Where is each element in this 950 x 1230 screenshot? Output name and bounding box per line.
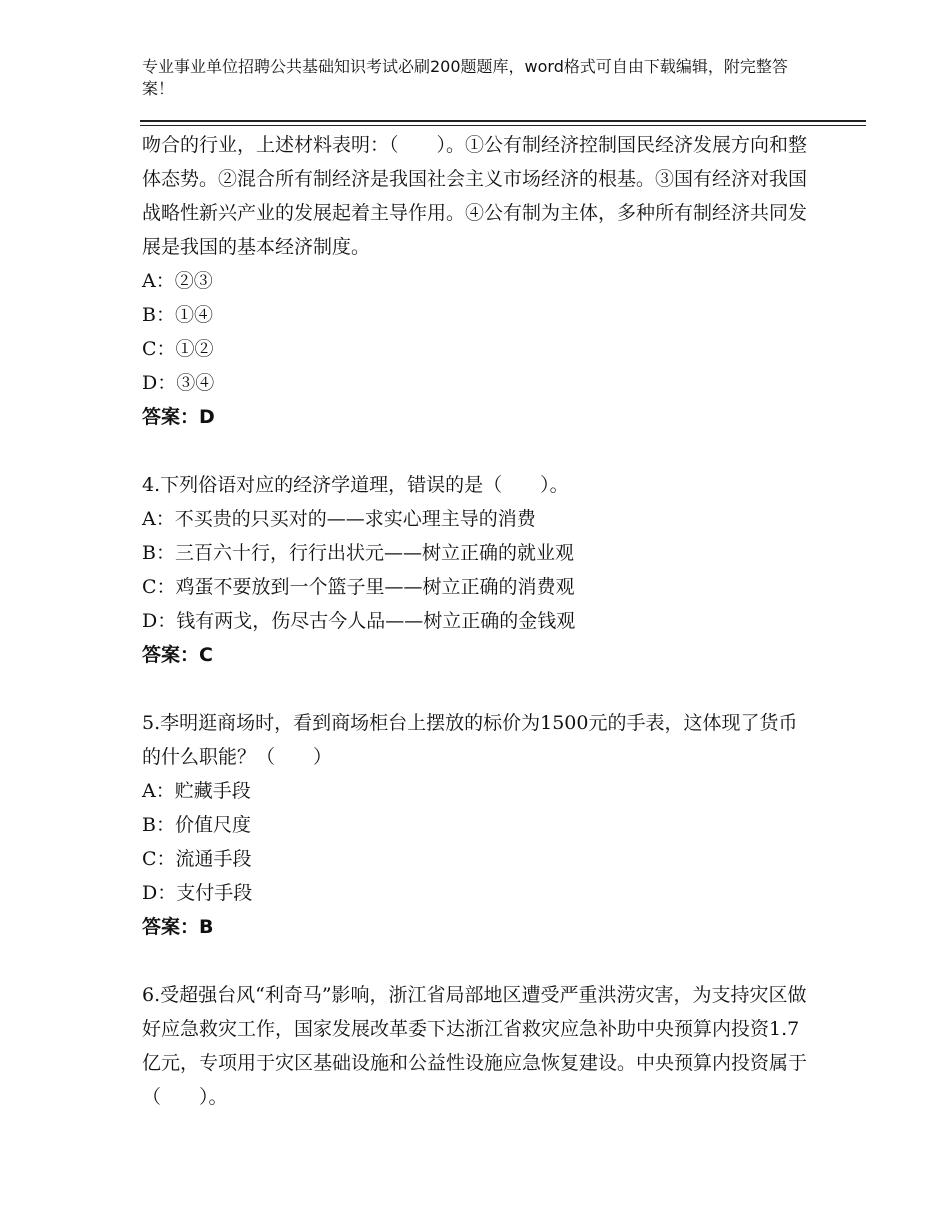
question-stem: 4.下列俗语对应的经济学道理，错误的是（ ）。 — [142, 474, 569, 496]
option-c: C：流通手段 — [142, 848, 252, 870]
option-d: D：钱有两戈，伤尽古今人品——树立正确的金钱观 — [142, 610, 576, 632]
option-b: B：①④ — [142, 304, 213, 326]
option-a: A：贮藏手段 — [142, 780, 251, 802]
answer: 答案：C — [142, 644, 213, 666]
answer: 答案：B — [142, 916, 214, 938]
spacer — [142, 672, 812, 706]
header-rule-thin — [140, 125, 866, 126]
spacer — [142, 944, 812, 978]
question-6 — [142, 978, 812, 1114]
option-c: C：①② — [142, 338, 214, 360]
header-rule-thick — [140, 120, 866, 122]
option-b: B：价值尺度 — [142, 814, 251, 836]
question-5 — [142, 706, 812, 944]
question-list — [142, 128, 812, 1114]
option-d: D：③④ — [142, 372, 215, 394]
question-3 — [142, 128, 812, 434]
answer: 答案：D — [142, 406, 215, 428]
option-b: B：三百六十行，行行出状元——树立正确的就业观 — [142, 542, 574, 564]
spacer — [142, 434, 812, 468]
question-stem: 6.受超强台风“利奇马”影响，浙江省局部地区遭受严重洪涝灾害，为支持灾区做好应急救灾工作，国家发展改革委下达浙江省救灾应急补助中央预算内投资1.7亿元，专项用于灾区基础设施和公益性设施应急恢复建设。中央预算内投资属于（ ）。 — [142, 984, 808, 1108]
option-a: A：不买贵的只买对的——求实心理主导的消费 — [142, 508, 536, 530]
option-a: A：②③ — [142, 270, 213, 292]
option-d: D：支付手段 — [142, 882, 253, 904]
option-c: C：鸡蛋不要放到一个篮子里——树立正确的消费观 — [142, 576, 575, 598]
page-header: 专业事业单位招聘公共基础知识考试必刷200题题库，word格式可自由下载编辑，附完整答案！ — [142, 57, 788, 98]
question-stem: 吻合的行业，上述材料表明：（ ）。①公有制经济控制国民经济发展方向和整体态势。②混合所有制经济是我国社会主义市场经济的根基。③国有经济对我国战略性新兴产业的发展起着主导作用。④公有制为主体，多种所有制经济共同发展是我国的基本经济制度。 — [142, 134, 808, 258]
question-4 — [142, 468, 812, 672]
question-stem: 5.李明逛商场时，看到商场柜台上摆放的标价为1500元的手表，这体现了货币的什么职能？（ ） — [142, 712, 798, 768]
